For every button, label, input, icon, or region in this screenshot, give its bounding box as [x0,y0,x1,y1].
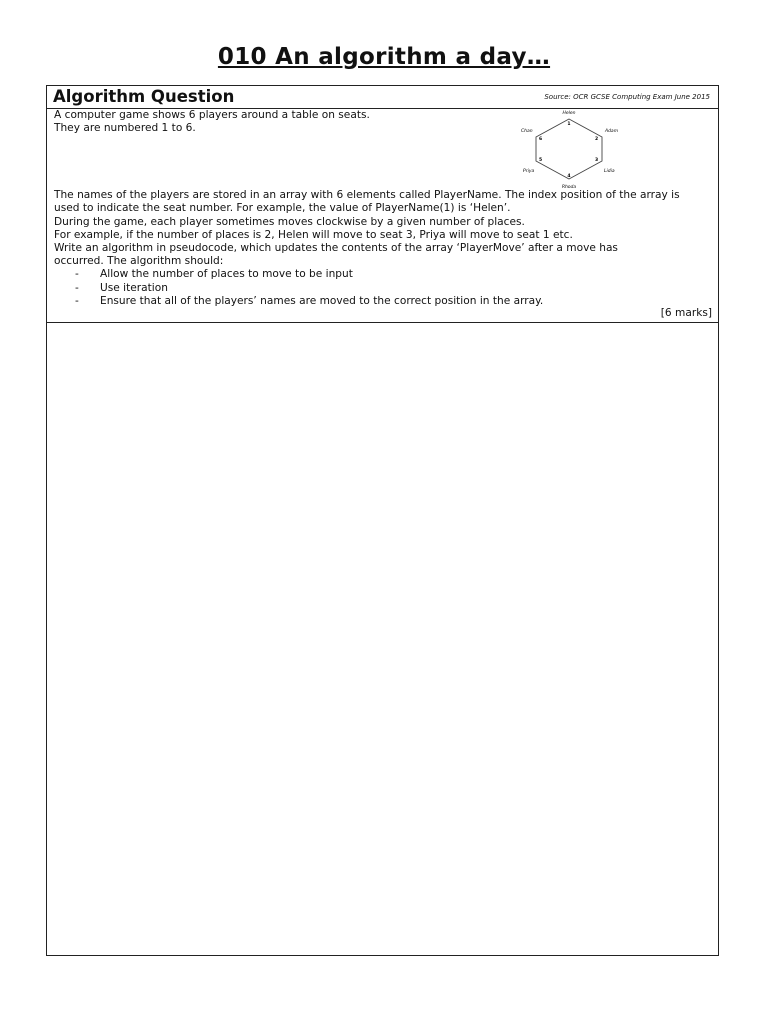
page-title: 010 An algorithm a day… [217,44,551,70]
bullet-item: Allow the number of places to move to be input [100,268,353,280]
marks-label: [6 marks] [660,307,712,319]
source-citation: Source: OCR GCSE Computing Exam June 2015 [544,93,710,101]
answer-area[interactable] [47,323,718,955]
seat-name-3: Lidia [604,169,615,174]
seat-number-6: 6 [539,137,543,142]
intro-line-2: They are numbered 1 to 6. [54,122,196,134]
seat-name-4: Rhoda [561,185,577,189]
bullet-item: Use iteration [100,282,168,294]
body-line-4: For example, if the number of places is 2, Helen will move to seat 3, Priya will move to seat 1 etc. [54,229,573,241]
bullet-marker: - [75,268,79,280]
intro-line-1: A computer game shows 6 players around a table on seats. [54,109,370,121]
seat-number-5: 5 [539,158,543,163]
bullet-marker: - [75,282,79,294]
question-header [47,86,718,109]
seating-diagram [509,109,629,189]
seat-name-5: Priya [523,169,535,174]
bullet-item: Ensure that all of the players’ names are moved to the correct position in the array. [100,295,544,307]
body-line-5: Write an algorithm in pseudocode, which updates the contents of the array ‘PlayerMove’ after a move has [54,242,618,254]
bullet-marker: - [75,295,79,307]
body-line-2: used to indicate the seat number. For example, the value of PlayerName(1) is ‘Helen’. [54,202,511,214]
seat-name-1: Helen [562,111,576,116]
seat-number-3: 3 [595,158,599,163]
seat-name-2: Adam [605,129,619,134]
table-hexagon [536,119,602,179]
question-heading: Algorithm Question [53,87,235,106]
body-line-3: During the game, each player sometimes moves clockwise by a given number of places. [54,216,525,228]
body-line-1: The names of the players are stored in an array with 6 elements called PlayerName. The index position of the array is [54,189,680,201]
body-line-6: occurred. The algorithm should: [54,255,224,267]
question-body [47,109,718,323]
question-box [46,85,719,956]
seat-name-6: Chan [521,129,533,134]
seat-number-2: 2 [595,137,599,142]
seat-number-4: 4 [567,174,571,179]
seat-number-1: 1 [567,122,571,127]
